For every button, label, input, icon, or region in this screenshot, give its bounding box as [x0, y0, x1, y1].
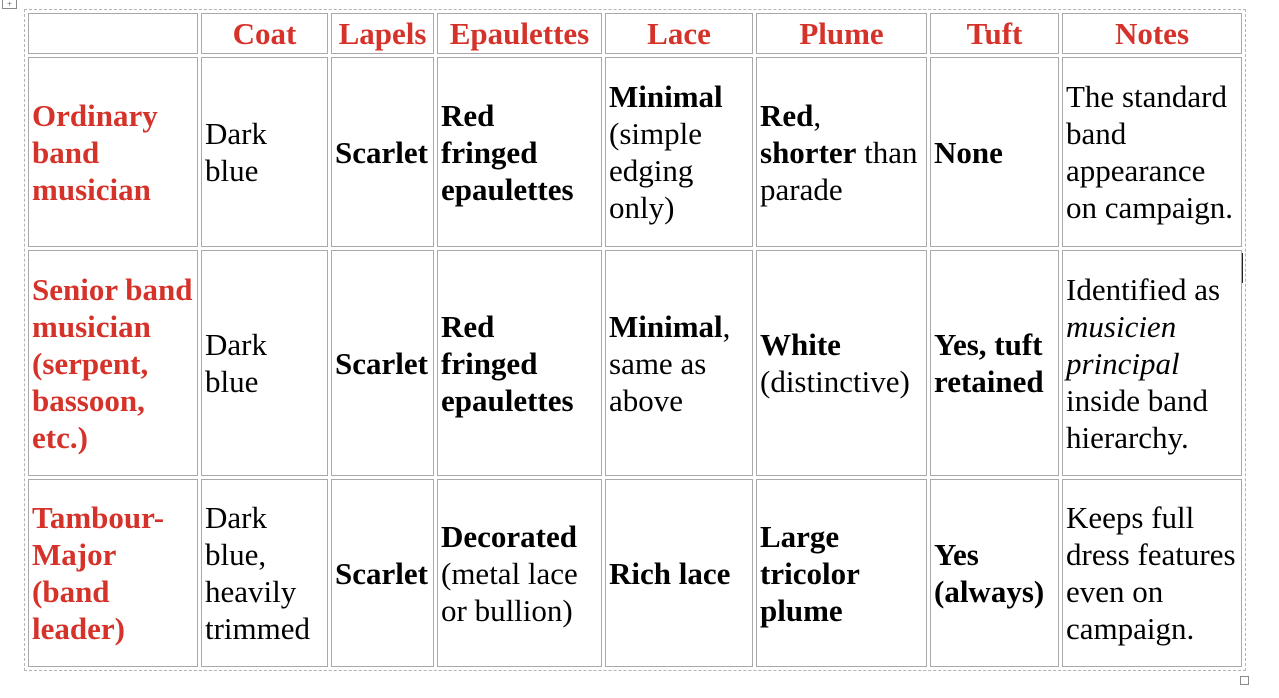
- lace-cell: Rich lace: [605, 479, 753, 667]
- epaulettes-cell: Red fringed epaulettes: [437, 57, 602, 247]
- table-row: [28, 250, 1242, 476]
- plume-cell: Red, shorter than parade: [756, 57, 927, 247]
- table-row: [28, 57, 1242, 247]
- coat-cell: Dark blue, heavily trimmed: [201, 479, 328, 667]
- notes-cell: Keeps full dress features even on campaign.: [1062, 479, 1242, 667]
- header-lace: Lace: [605, 13, 753, 54]
- plume-cell: Large tricolor plume: [756, 479, 927, 667]
- uniform-table: [24, 9, 1246, 671]
- header-corner-cell: [28, 13, 198, 54]
- header-epaulettes: Epaulettes: [437, 13, 602, 54]
- plume-cell: White (distinctive): [756, 250, 927, 476]
- header-lapels: Lapels: [331, 13, 434, 54]
- table-row: [28, 479, 1242, 667]
- epaulettes-cell: Red fringed epaulettes: [437, 250, 602, 476]
- row-label: Tambour-Major (band leader): [28, 479, 198, 667]
- header-coat: Coat: [201, 13, 328, 54]
- row-label: Senior band musician (serpent, bassoon, etc.): [28, 250, 198, 476]
- coat-cell: Dark blue: [201, 250, 328, 476]
- lace-cell: Minimal, same as above: [605, 250, 753, 476]
- tuft-cell: Yes (always): [930, 479, 1059, 667]
- header-notes: Notes: [1062, 13, 1242, 54]
- header-row: [28, 13, 1242, 54]
- notes-cell: Identified as musicien principal inside band hierarchy.: [1062, 250, 1242, 476]
- tuft-cell: Yes, tuft retained: [930, 250, 1059, 476]
- lapels-cell: Scarlet: [331, 250, 434, 476]
- coat-cell: Dark blue: [201, 57, 328, 247]
- header-plume: Plume: [756, 13, 927, 54]
- notes-cell: The standard band appearance on campaign.: [1062, 57, 1242, 247]
- tuft-cell: None: [930, 57, 1059, 247]
- table-resize-handle[interactable]: [1240, 676, 1249, 685]
- epaulettes-cell: Decorated (metal lace or bullion): [437, 479, 602, 667]
- lapels-cell: Scarlet: [331, 57, 434, 247]
- table-move-handle[interactable]: +: [2, 0, 17, 9]
- header-tuft: Tuft: [930, 13, 1059, 54]
- row-label: Ordinary band musician: [28, 57, 198, 247]
- lace-cell: Minimal (simple edging only): [605, 57, 753, 247]
- lapels-cell: Scarlet: [331, 479, 434, 667]
